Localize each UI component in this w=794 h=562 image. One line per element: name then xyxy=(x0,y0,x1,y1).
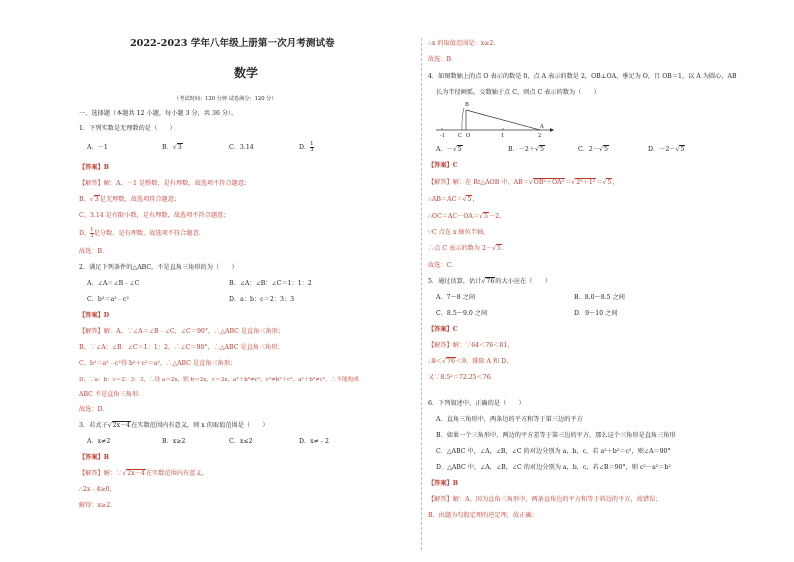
fig-label-b: B xyxy=(465,102,469,108)
fig-label-c: C xyxy=(458,133,462,139)
fig-label-1: 1 xyxy=(501,133,505,139)
q6-option-a: A．直角三角形中，两条边的平方和等于第三边的平方 xyxy=(436,416,583,423)
q1-option-a: A．－1 xyxy=(87,144,108,151)
q2-analysis-1: 【解答】解：A、∵∠A＝∠B﹣∠C，∠C＝90°，∴△ABC 是直角三角形； xyxy=(79,328,285,335)
q6-analysis-1: 【解答】解：A、因为直角三角形中，两条直角边的平方和等于斜边的平方，故错误； xyxy=(428,496,662,503)
q1-choice: 故选：B． xyxy=(79,248,109,255)
q3-analysis-1: 【解答】解：∵√2x－4在实数范围内有意义， xyxy=(79,470,208,477)
q6-answer: 【答案】B xyxy=(428,480,458,487)
q5-answer: 【答案】C xyxy=(428,326,458,333)
q5-analysis-3: 又∵8.5²＝72.25＜76． xyxy=(428,374,497,381)
q1-stem: 1．下列实数是无理数的是（ ） xyxy=(79,125,176,132)
q5-analysis-1: 【解答】解：∵64＜76＜81， xyxy=(428,342,514,349)
q4-analysis-4: ∵C 点在 x 轴负半轴， xyxy=(428,229,490,236)
q1-analysis-d: D、 $\frac{1}{3}$ 是分数，是有理数，故选项不符合题意． xyxy=(79,227,205,239)
q4-option-a: A．－√5 xyxy=(436,146,462,153)
fig-label-a: A xyxy=(540,124,544,130)
q3-option-b: B．x≥2 xyxy=(162,438,186,445)
paper-title: 2022-2023 学年八年级上册第一次月考测试卷 xyxy=(130,38,335,49)
q1-option-b: B．√3 xyxy=(162,144,182,151)
q1-option-c: C．3.14 xyxy=(229,144,254,151)
q1-option-d: D． $\frac{1}{3}$ xyxy=(299,141,314,153)
q4-analysis-2: ∴AB＝AC＝√5， xyxy=(428,196,479,203)
q2-analysis-3: C、b²＝a²﹣c²得 b²＋c²＝a²，∴△ABC 是直角三角形； xyxy=(79,360,237,367)
q3-range-line: ∴x 的取值范围是：x≥2． xyxy=(428,40,500,47)
q2-analysis-4: D、∵a：b：c＝2：3：3，∴设 a＝2x，则 b＝2x，c＝3x，a²＋b²≠c²，c²≠b²＋c²，a²＋b²≠c²，∴不能构成 xyxy=(79,377,359,383)
q5-analysis-2: ∴8＜√76＜9，排除 A 和 D， xyxy=(428,358,513,365)
q6-option-b: B．如果一个三角形中，两边的平方差等于第三边的平方，那么这个三角形是直角三角形 xyxy=(436,432,676,439)
q3-stem: 3．若式子√2x－4在实数范围内有意义，则 x 的取值范围是（ ） xyxy=(79,422,269,429)
q4-answer: 【答案】C xyxy=(428,162,458,169)
q3-analysis-2: ∴2x﹣4≥0， xyxy=(79,486,116,493)
q3-analysis-3: 解得：x≥2． xyxy=(79,502,117,509)
q5-option-a: A．7～8 之间 xyxy=(436,294,476,301)
q2-option-d: D．a：b：c＝2：3：3 xyxy=(229,296,295,303)
q4-option-b: B．－2＋√5 xyxy=(508,146,544,153)
q3-option-c: C．x≤2 xyxy=(229,438,253,445)
q4-analysis-1: 【解答】解：在 Rt△AOB 中，AB＝√OB²＋OA²＝√2²＋1²＝√5， xyxy=(428,179,619,186)
q1-analysis-c: C、3.14 是有限小数，是有理数，故选项不符合题意； xyxy=(79,212,230,219)
fig-label-o: O xyxy=(466,133,471,139)
q4-stem-1: 4．如图数轴上的点 O 表示的数是 0，点 A 表示的数是 2，OB⊥OA，垂足为 O，且 OB＝1，以 A 为圆心，AB xyxy=(428,73,737,80)
q4-option-c: C．2－√5 xyxy=(578,146,608,153)
q2-option-b: B．∠A：∠B：∠C＝1：1：2 xyxy=(229,280,312,287)
section-heading: 一、选择题（本题共 12 小题，每小题 3 分，共 36 分）。 xyxy=(79,110,238,117)
fig-label-minus1: -1 xyxy=(440,133,446,139)
q2-choice: 故选：D． xyxy=(79,406,109,413)
q6-analysis-2: B、由题为勾股定理的逆定理，故正确； xyxy=(428,512,538,519)
q2-analysis-5: ABC 不是直角三角形． xyxy=(79,391,145,398)
q3-answer: 【答案】B xyxy=(79,454,109,461)
q4-stem-2: 长为半径画弧，交数轴于点 C，则点 C 表示的数为（ ） xyxy=(436,89,600,96)
q2-analysis-2: B、∵∠A：∠B：∠C＝1：1：2，∴∠C＝90°，∴△ABC 是直角三角形； xyxy=(79,344,284,351)
q5-option-c: C．8.5～9.0 之间 xyxy=(436,310,488,317)
q2-option-a: A．∠A＝∠B﹣∠C xyxy=(87,280,140,287)
q1-analysis-b: B、√3是无理数，故选项符合题意； xyxy=(79,196,181,203)
q4-analysis-5: ∴点 C 表示的数为 2－√5． xyxy=(428,245,509,252)
q1-answer: 【答案】B xyxy=(79,164,109,171)
q2-answer: 【答案】D xyxy=(79,312,110,319)
q6-stem: 6．下列叙述中，正确的是（ ） xyxy=(428,400,525,407)
subject-heading: 数学 xyxy=(234,66,259,80)
q6-option-d: D．△ABC 中，∠A，∠B，∠C 的对边分别为 a，b，c，若∠B＝90°，则 c²－a²＝b² xyxy=(436,464,671,471)
q3-choice: 故选：B． xyxy=(428,56,458,63)
q4-option-d: D．－2－√5 xyxy=(648,146,685,153)
q6-option-c: C．△ABC 中，∠A，∠B，∠C 的对边分别为 a，b，c，若 a²＋b²＝c²，则∠A＝90° xyxy=(436,448,671,455)
q3-option-a: A．x≠2 xyxy=(87,438,111,445)
q4-analysis-3: ∴OC＝AC－OA＝√5－2， xyxy=(428,213,506,220)
q4-choice: 故选：C． xyxy=(428,262,458,269)
q2-stem: 2．满足下列条件的△ABC，不是直角三角形的为（ ） xyxy=(79,264,238,271)
exam-info: （考试时间：120 分钟 试卷满分：120 分） xyxy=(174,96,277,102)
q5-option-d: D．9～10 之间 xyxy=(574,310,618,317)
fig-label-2: 2 xyxy=(538,133,542,139)
q3-option-d: D．x≠﹣2 xyxy=(299,438,329,445)
q5-stem: 5．通过估算，估计√76的大小应在（ ） xyxy=(428,278,551,285)
q5-option-b: B．8.0～8.5 之间 xyxy=(574,294,625,301)
q1-analysis-a: 【解答】解：A、－1 是整数，是有理数，故选项不符合题意； xyxy=(79,180,251,187)
column-divider xyxy=(421,38,422,550)
q2-option-c: C．b²＝a²﹣c² xyxy=(87,296,129,303)
